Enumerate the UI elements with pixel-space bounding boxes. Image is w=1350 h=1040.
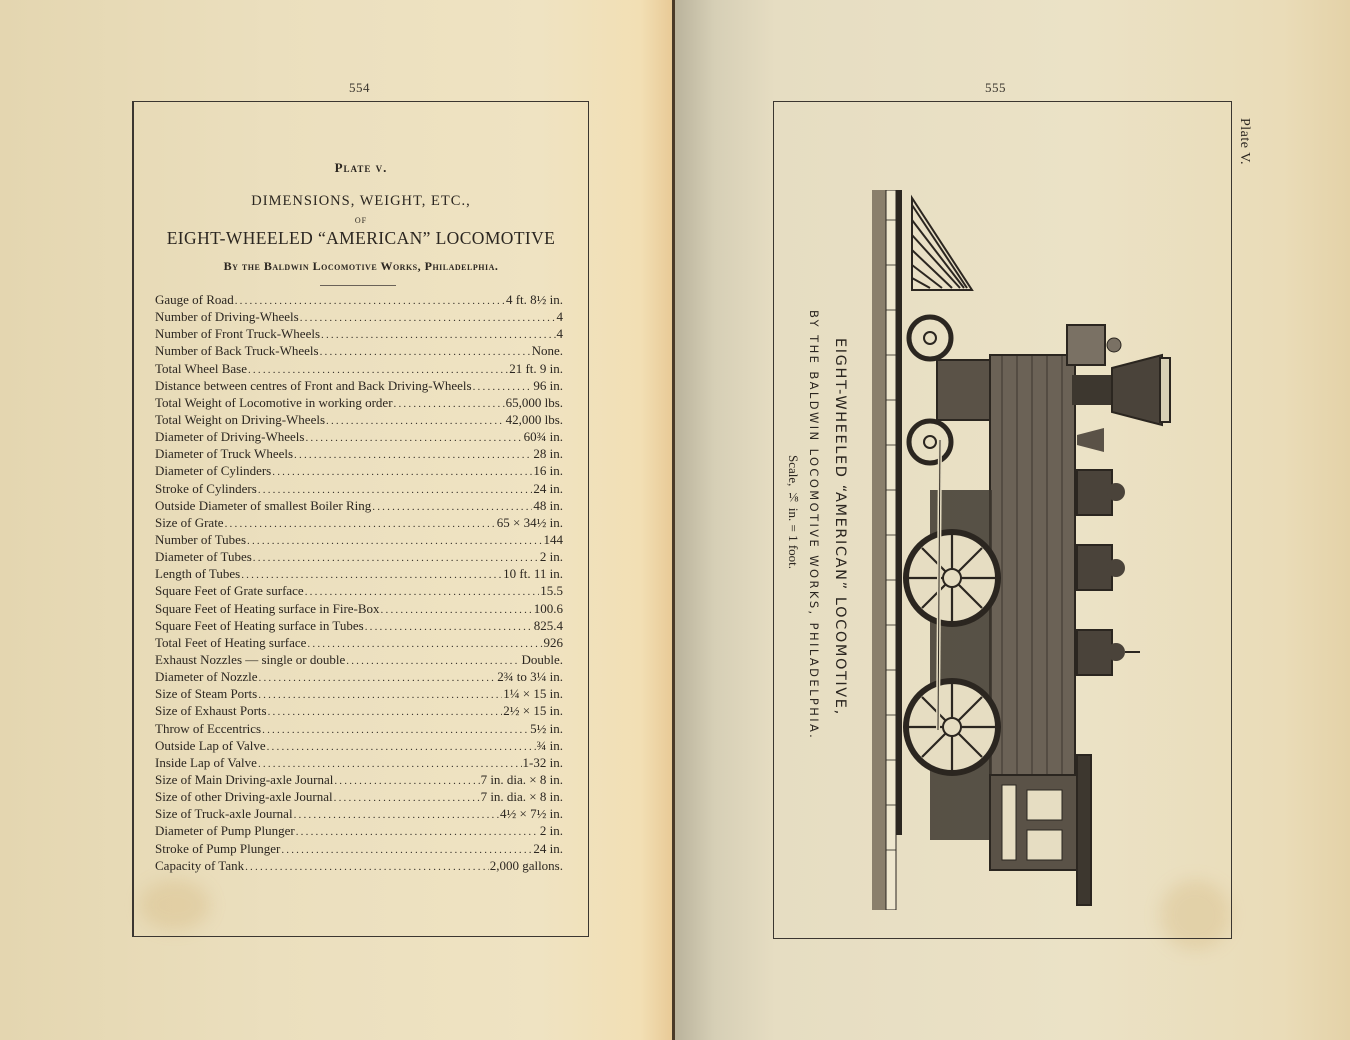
page-number-left: 554: [349, 80, 370, 95]
dot-leader: [394, 398, 505, 410]
dot-leader: [253, 552, 539, 564]
dot-leader: [258, 484, 533, 496]
dot-leader: [248, 364, 508, 376]
spec-value: 65 × 34½ in.: [496, 514, 563, 530]
spec-label: Square Feet of Heating surface in Fire-Box: [155, 600, 380, 616]
spec-value: 21 ft. 9 in.: [509, 360, 563, 376]
spec-value: 5½ in.: [530, 720, 563, 736]
spec-label: Size of Truck-axle Journal: [155, 806, 293, 822]
dot-leader: [258, 689, 502, 701]
spec-label: Stroke of Pump Plunger: [155, 840, 281, 856]
spec-label: Inside Lap of Valve: [155, 754, 257, 770]
spec-row: [155, 429, 563, 446]
spec-label: Diameter of Tubes: [155, 549, 252, 565]
spec-label: Number of Front Truck-Wheels: [155, 326, 321, 342]
spec-value: 24 in.: [533, 840, 563, 856]
dot-leader: [334, 775, 479, 787]
dot-leader: [272, 466, 532, 478]
spec-value: 2½ × 15 in.: [503, 703, 563, 719]
spec-value: 2,000 gallons.: [489, 857, 563, 873]
spec-row: [155, 309, 563, 326]
specification-list: [155, 292, 563, 875]
spec-row: [155, 635, 563, 652]
spec-label: Throw of Eccentrics: [155, 720, 262, 736]
spec-label: Outside Diameter of smallest Boiler Ring: [155, 497, 372, 513]
dot-leader: [321, 329, 555, 341]
dot-leader: [281, 844, 532, 856]
spec-value: 2¾ to 3¼ in.: [497, 669, 563, 685]
spec-label: Gauge of Road: [155, 292, 234, 307]
spec-label: Diameter of Pump Plunger: [155, 823, 295, 839]
book-gutter: [672, 0, 675, 1040]
spec-label: Capacity of Tank: [155, 857, 245, 873]
spec-label: Total Wheel Base: [155, 360, 247, 376]
title-line-2: EIGHT-WHEELED “AMERICAN” LOCOMOTIVE: [166, 228, 556, 248]
spec-value: 1-32 in.: [522, 754, 563, 770]
spec-value: 2 in.: [539, 823, 563, 839]
spec-value: 42,000 lbs.: [505, 411, 563, 427]
dot-leader: [267, 741, 536, 753]
dot-leader: [381, 604, 533, 616]
spec-value: 825.4: [533, 617, 563, 633]
spec-label: Outside Lap of Valve: [155, 737, 266, 753]
plate-side-label: Plate V.: [1237, 118, 1252, 166]
spec-row: [155, 789, 563, 806]
dot-leader: [326, 415, 505, 427]
spec-label: Stroke of Cylinders: [155, 480, 257, 496]
spec-row: [155, 686, 563, 703]
spec-label: Diameter of Nozzle: [155, 669, 258, 685]
spec-row: [155, 823, 563, 840]
spec-row: [155, 841, 563, 858]
spec-label: Size of Grate: [155, 514, 224, 530]
spec-value: 2 in.: [539, 549, 563, 565]
spec-row: [155, 498, 563, 515]
spec-row: [155, 532, 563, 549]
spec-value: Double.: [521, 651, 563, 667]
caption-title: EIGHT-WHEELED “AMERICAN” LOCOMOTIVE,: [832, 338, 848, 716]
caption-maker: BY THE BALDWIN LOCOMOTIVE WORKS, PHILADELPHIA.: [807, 310, 821, 741]
spec-label: Size of other Driving-axle Journal: [155, 789, 333, 805]
spec-label: Size of Main Driving-axle Journal: [155, 771, 334, 787]
dot-leader: [320, 346, 531, 358]
dot-leader: [235, 295, 505, 307]
spec-value: 4: [556, 309, 563, 325]
dot-leader: [296, 826, 539, 838]
spec-label: Length of Tubes: [155, 566, 241, 582]
spec-value: 60¾ in.: [523, 429, 563, 445]
spec-label: Size of Exhaust Ports: [155, 703, 267, 719]
spec-value: 15.5: [540, 583, 563, 599]
spec-row: [155, 326, 563, 343]
spec-row: [155, 292, 563, 309]
title-of: OF: [354, 216, 368, 225]
spec-value: 926: [543, 634, 563, 650]
dot-leader: [259, 672, 497, 684]
spec-label: Square Feet of Heating surface in Tubes: [155, 617, 364, 633]
spec-row: [155, 738, 563, 755]
spec-value: 10 ft. 11 in.: [503, 566, 563, 582]
spec-label: Diameter of Driving-Wheels: [155, 429, 305, 445]
spec-value: 7 in. dia. × 8 in.: [480, 771, 563, 787]
dot-leader: [365, 621, 533, 633]
spec-row: [155, 361, 563, 378]
spec-row: [155, 549, 563, 566]
spec-label: Square Feet of Grate surface: [155, 583, 304, 599]
spec-row: [155, 446, 563, 463]
dot-leader: [268, 706, 503, 718]
spec-row: [155, 566, 563, 583]
dot-leader: [334, 792, 480, 804]
dot-leader: [241, 569, 502, 581]
dot-leader: [258, 758, 522, 770]
spec-row: [155, 772, 563, 789]
spec-label: Total Weight of Locomotive in working order: [155, 394, 393, 410]
dot-leader: [294, 449, 532, 461]
spec-label: Number of Tubes: [155, 531, 247, 547]
spec-value: 65,000 lbs.: [505, 394, 563, 410]
spec-row: [155, 618, 563, 635]
spec-value: 96 in.: [533, 377, 563, 393]
spec-row: [155, 515, 563, 532]
spec-label: Number of Driving-Wheels: [155, 309, 299, 325]
dot-leader: [262, 724, 529, 736]
spec-label: Total Feet of Heating surface: [155, 634, 307, 650]
spec-value: 48 in.: [533, 497, 563, 513]
dot-leader: [305, 586, 540, 598]
spec-value: 1¼ × 15 in.: [503, 686, 563, 702]
plate-label: Plate v.: [334, 160, 388, 175]
spec-label: Distance between centres of Front and Back Driving-Wheels: [155, 377, 472, 393]
spec-row: [155, 703, 563, 720]
spec-value: 100.6: [533, 600, 563, 616]
spec-value: 4: [556, 326, 563, 342]
ornamental-rule: [320, 285, 396, 286]
spec-row: [155, 755, 563, 772]
spec-value: 16 in.: [533, 463, 563, 479]
dot-leader: [305, 432, 522, 444]
spec-row: [155, 481, 563, 498]
spec-row: [155, 652, 563, 669]
spec-value: None.: [531, 343, 563, 359]
dot-leader: [294, 809, 499, 821]
spec-row: [155, 601, 563, 618]
spec-row: [155, 583, 563, 600]
spec-row: [155, 378, 563, 395]
dot-leader: [372, 501, 532, 513]
spec-value: 24 in.: [533, 480, 563, 496]
spec-label: Exhaust Nozzles — single or double: [155, 651, 346, 667]
dot-leader: [245, 861, 489, 873]
dot-leader: [473, 381, 533, 393]
spec-value: 4 ft. 8½ in.: [505, 292, 563, 307]
spec-value: 4½ × 7½ in.: [500, 806, 563, 822]
spec-value: 144: [543, 531, 563, 547]
spec-row: [155, 669, 563, 686]
spec-value: ¾ in.: [536, 737, 563, 753]
page-number-right: 555: [985, 80, 1006, 95]
title-line-1: DIMENSIONS, WEIGHT, ETC.,: [251, 193, 471, 209]
title-line-3: By the Baldwin Locomotive Works, Philadelphia.: [223, 259, 499, 273]
spec-row: [155, 858, 563, 875]
spec-row: [155, 412, 563, 429]
spec-row: [155, 806, 563, 823]
dot-leader: [346, 655, 520, 667]
spec-label: Diameter of Truck Wheels: [155, 446, 294, 462]
spec-label: Size of Steam Ports: [155, 686, 258, 702]
caption-scale: Scale, ⅛ in. = 1 foot.: [786, 455, 801, 570]
dot-leader: [247, 535, 542, 547]
spec-row: [155, 395, 563, 412]
spec-row: [155, 721, 563, 738]
spec-value: 28 in.: [533, 446, 563, 462]
dot-leader: [225, 518, 496, 530]
spec-label: Total Weight on Driving-Wheels: [155, 411, 326, 427]
spec-label: Number of Back Truck-Wheels: [155, 343, 319, 359]
spec-row: [155, 463, 563, 480]
spec-label: Diameter of Cylinders: [155, 463, 272, 479]
spec-row: [155, 343, 563, 360]
locomotive-engraving: [872, 190, 1192, 910]
plate-caption: [780, 310, 860, 750]
spec-value: 7 in. dia. × 8 in.: [480, 789, 563, 805]
dot-leader: [307, 638, 542, 650]
dot-leader: [300, 312, 556, 324]
